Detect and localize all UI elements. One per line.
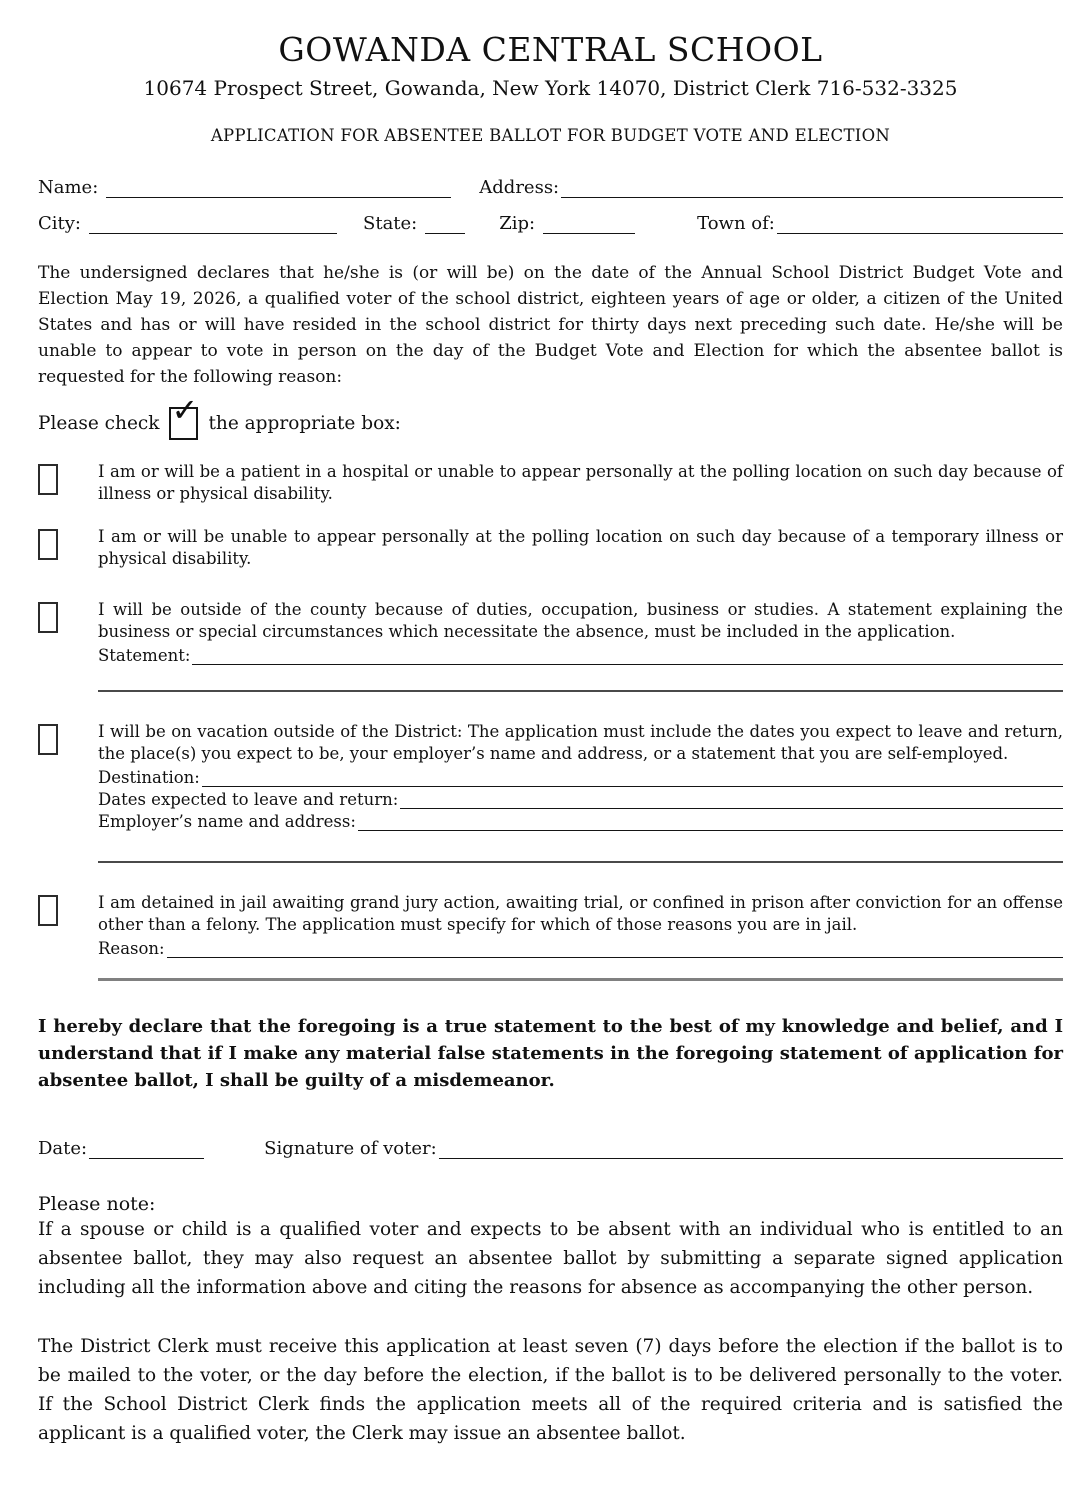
hospital-checkbox[interactable] — [38, 464, 58, 495]
city-state-zip-row — [38, 213, 1063, 234]
reason-text: I am or will be unable to appear personally at the polling location on such day because of a temporary illness or physical disability. — [98, 527, 1063, 568]
address-input-line[interactable] — [561, 177, 1063, 198]
jail-checkbox[interactable] — [38, 895, 58, 926]
reason-item-outside-county — [38, 599, 1063, 692]
jail-reason-input-line[interactable] — [167, 939, 1063, 958]
outside-county-checkbox[interactable] — [38, 602, 58, 633]
employer-input-line[interactable] — [358, 812, 1063, 831]
date-label: Date: — [38, 1138, 88, 1159]
school-name-title: GOWANDA CENTRAL SCHOOL — [278, 30, 823, 69]
city-label: City: — [38, 213, 81, 234]
form-title: APPLICATION FOR ABSENTEE BALLOT FOR BUDGET VOTE AND ELECTION — [210, 126, 891, 145]
signature-of-voter-label: Signature of voter: — [264, 1138, 437, 1159]
jail-reason-label: Reason: — [98, 939, 165, 958]
eligibility-paragraph: The undersigned declares that he/she is (or will be) on the date of the Annual School District Budget Vote and Election May 19, 2026, a qualified voter of the school district, eighteen years of age or older, a citizen of the United States and has or will have resided in the school district for thirty days next preceding such date. He/she will be unable to appear to vote in person on the day of the Budget Vote and Election for which the absentee ballot is requested for the following reason: — [38, 263, 1063, 387]
check-instruction-suffix: the appropriate box: — [208, 413, 401, 434]
date-input-line[interactable] — [89, 1138, 204, 1159]
temporary-illness-checkbox[interactable] — [38, 529, 58, 560]
state-label: State: — [363, 213, 418, 234]
address-label: Address: — [479, 177, 560, 198]
destination-label: Destination: — [98, 768, 200, 787]
statement-continuation-line[interactable] — [98, 690, 1063, 692]
city-input-line[interactable] — [89, 213, 337, 234]
name-address-row — [38, 177, 1063, 198]
reason-text: I will be outside of the county because of duties, occupation, business or studies. A statement explaining the business or special circumstances which necessitate the absence, must be included in the application. — [98, 600, 1063, 641]
reason-text: I am or will be a patient in a hospital or unable to appear personally at the polling location on such day because of illness or physical disability. — [98, 462, 1063, 503]
reason-item-vacation — [38, 721, 1063, 863]
dates-expected-label: Dates expected to leave and return: — [98, 790, 399, 809]
oath-paragraph: I hereby declare that the foregoing is a true statement to the best of my knowledge and belief, and I understand that if I make any material false statements in the foregoing statement of application for absentee ballot, I shall be guilty of a misdemeanor. — [38, 1016, 1063, 1091]
reason-list — [38, 461, 1063, 981]
name-input-line[interactable] — [106, 177, 451, 198]
check-instruction-prefix: Please check — [38, 413, 160, 434]
school-address-line: 10674 Prospect Street, Gowanda, New York 14070, District Clerk 716-532-3325 — [143, 76, 958, 100]
jail-continuation-line[interactable] — [98, 978, 1063, 981]
destination-field-row — [98, 768, 1063, 787]
statement-label: Statement: — [98, 646, 191, 665]
town-of-label: Town of: — [697, 213, 775, 234]
statement-input-line[interactable] — [192, 646, 1063, 665]
signature-input-line[interactable] — [439, 1138, 1063, 1159]
checkmark-icon: ✓ — [171, 391, 199, 429]
employer-label: Employer’s name and address: — [98, 812, 356, 831]
vacation-continuation-line[interactable] — [98, 861, 1063, 863]
state-input-line[interactable] — [425, 213, 465, 234]
statement-field-row — [98, 646, 1063, 665]
date-signature-row — [38, 1138, 1063, 1159]
jail-reason-field-row — [98, 939, 1063, 958]
checkmark-box-icon — [169, 391, 199, 440]
name-label: Name: — [38, 177, 99, 198]
reason-text: I will be on vacation outside of the District: The application must include the dates you expect to leave and return, the place(s) you expect to be, your employer’s name and address, or a statement that you are self-employed. — [98, 722, 1063, 763]
check-instruction — [38, 391, 1063, 440]
zip-label: Zip: — [499, 213, 536, 234]
reason-item-hospital — [38, 461, 1063, 505]
spouse-note-paragraph: If a spouse or child is a qualified voter and expects to be absent with an individual who is entitled to an absentee ballot, they may also request an absentee ballot by submitting a separate signed application including all the information above and citing the reasons for absence as accompanying the other person. — [38, 1219, 1063, 1298]
dates-field-row — [98, 790, 1063, 809]
employer-field-row — [98, 812, 1063, 831]
town-of-input-line[interactable] — [777, 213, 1063, 234]
vacation-checkbox[interactable] — [38, 724, 58, 755]
reason-text: I am detained in jail awaiting grand jury action, awaiting trial, or confined in prison after conviction for an offense other than a felony. The application must specify for which of those reasons you are in jail. — [98, 893, 1063, 934]
clerk-note-paragraph: The District Clerk must receive this application at least seven (7) days before the election if the ballot is to be mailed to the voter, or the day before the election, if the ballot is to be delivered personally to the voter. If the School District Clerk finds the application meets all of the required criteria and is satisfied the applicant is a qualified voter, the Clerk may issue an absentee ballot. — [38, 1336, 1063, 1444]
dates-expected-input-line[interactable] — [400, 790, 1063, 809]
destination-input-line[interactable] — [202, 768, 1063, 787]
reason-item-jail — [38, 892, 1063, 981]
reason-item-temporary-illness — [38, 526, 1063, 570]
please-note-label: Please note: — [38, 1193, 156, 1215]
zip-input-line[interactable] — [543, 213, 635, 234]
